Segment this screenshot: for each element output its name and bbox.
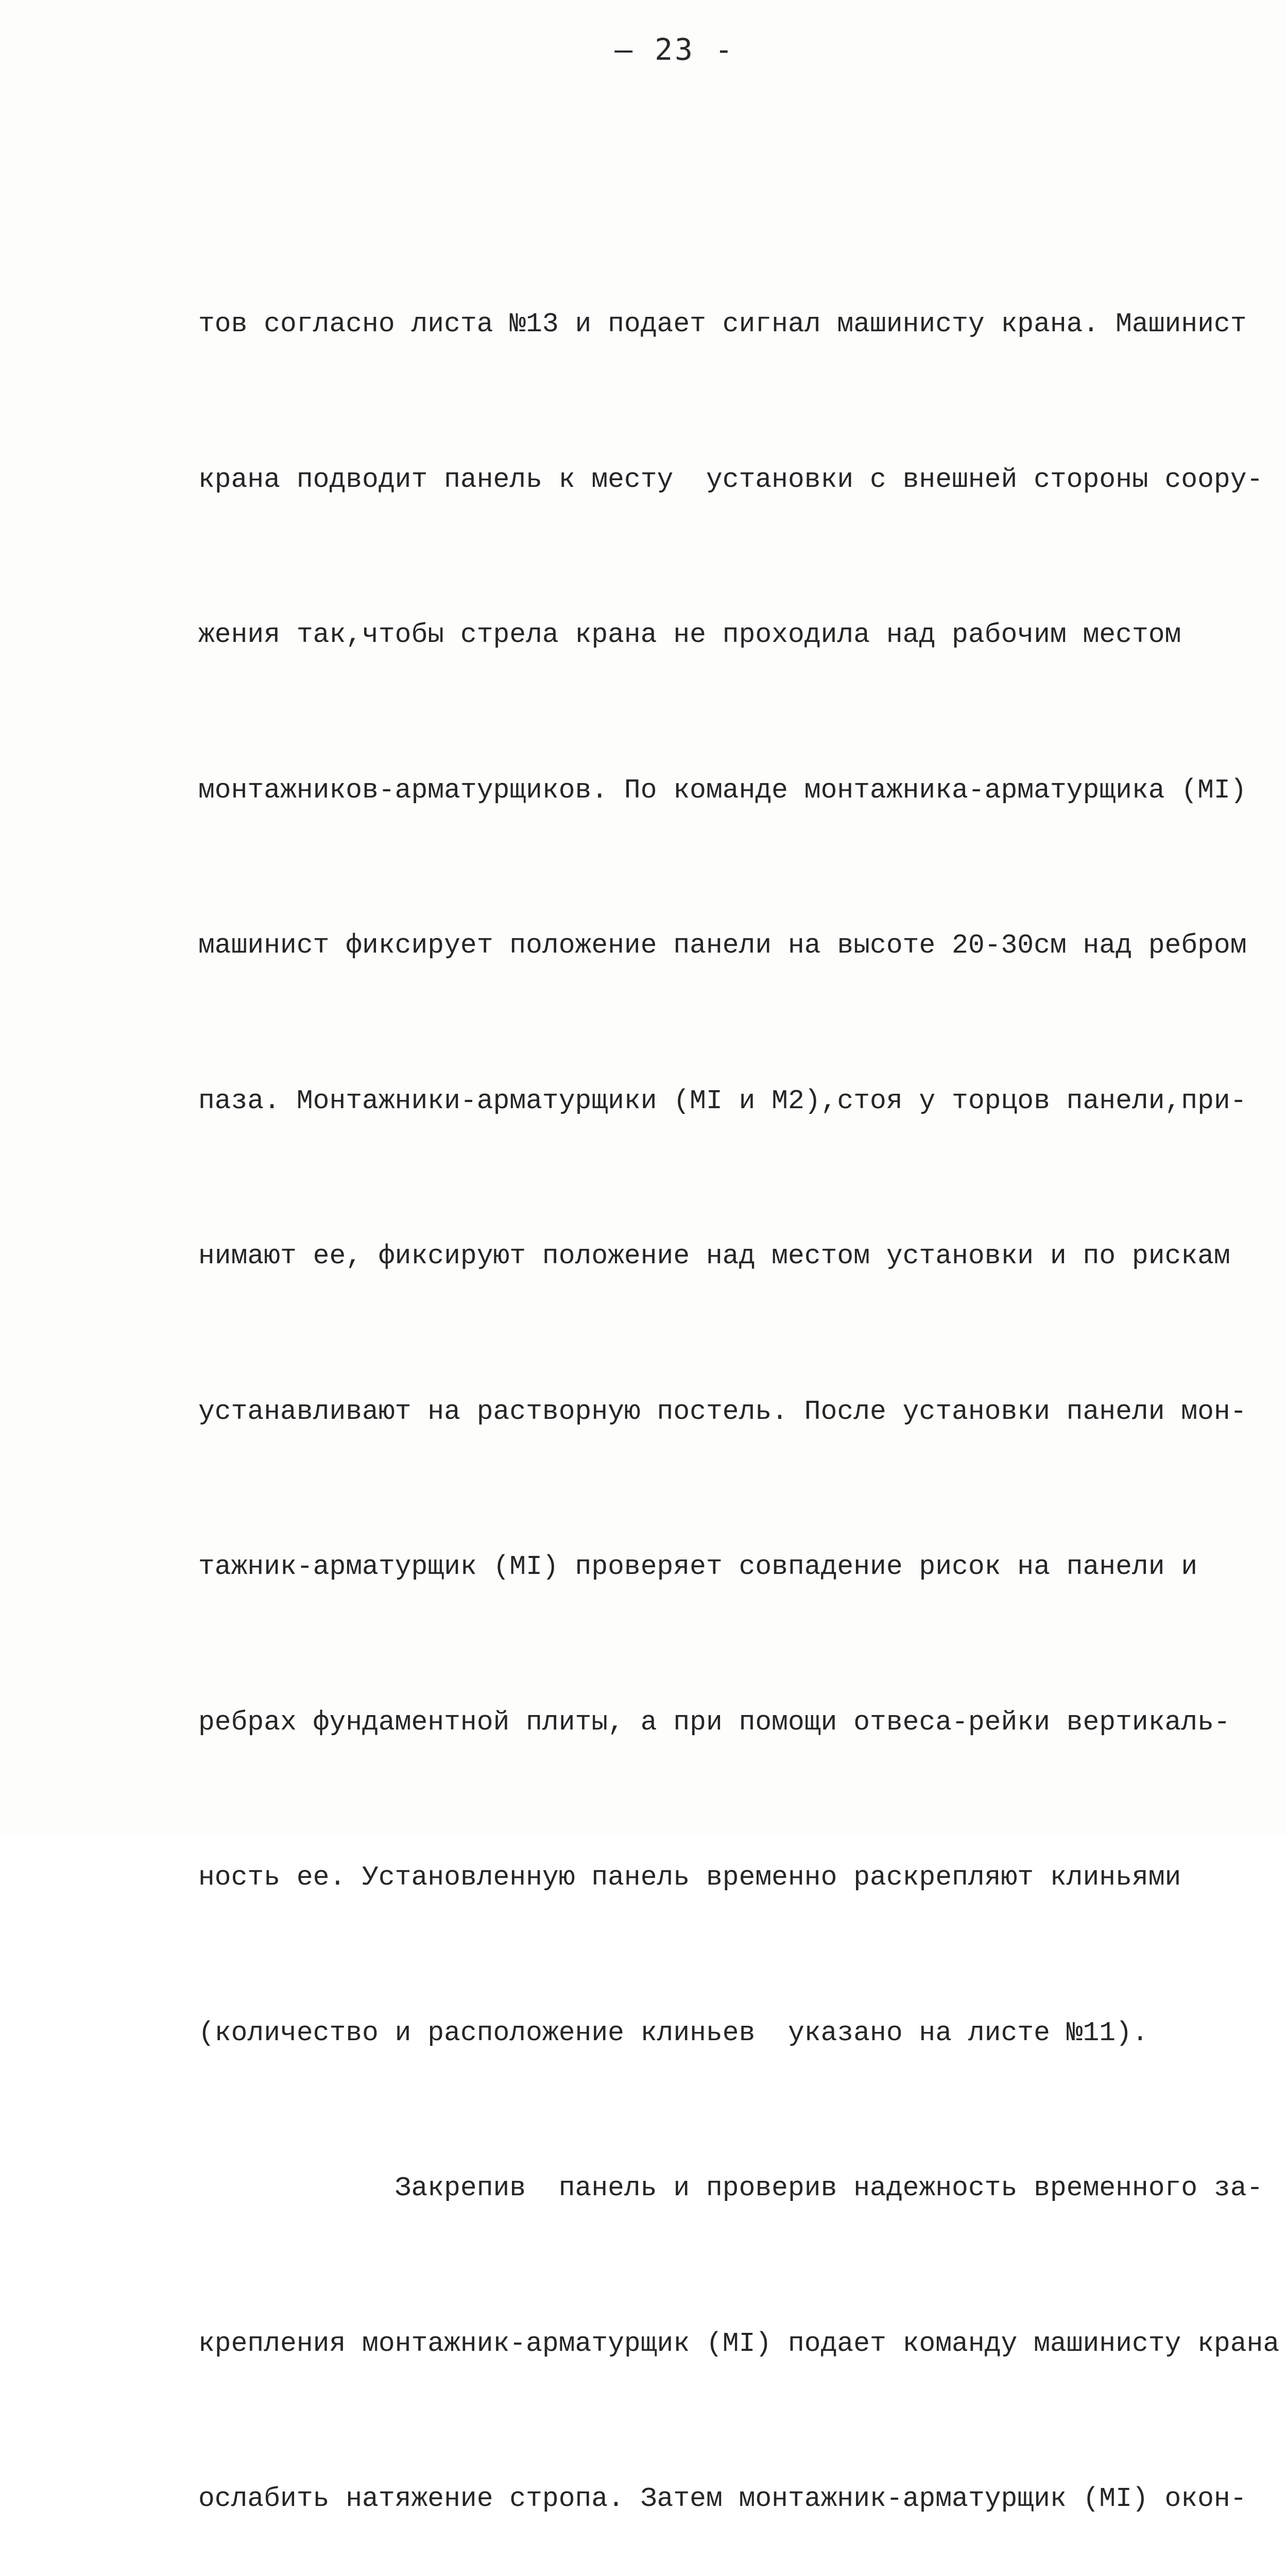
text-line: крана подводит панель к месту установки с внешней стороны соору- (198, 464, 1263, 495)
text-line: паза. Монтажники-арматурщики (МI и М2),стоя у торцов панели,при- (198, 1085, 1247, 1116)
text-line: нимают ее, фиксируют положение над местом установки и по рискам (198, 1241, 1230, 1272)
body-text (198, 195, 1280, 2576)
text-line: жения так,чтобы стрела крана не проходила над рабочим местом (198, 619, 1181, 650)
text-line: тов согласно листа №13 и подает сигнал машинисту крана. Машинист (198, 309, 1247, 340)
text-line: ребрах фундаментной плиты, а при помощи отвеса-рейки вертикаль- (198, 1706, 1230, 1738)
text-line: крепления монтажник-арматурщик (МI) подает команду машинисту крана (198, 2328, 1280, 2359)
text-line: машинист фиксирует положение панели на высоте 20-30см над ребром (198, 930, 1247, 961)
text-line: тажник-арматурщик (МI) проверяет совпадение рисок на панели и (198, 1551, 1198, 1582)
text-line: ослабить натяжение стропа. Затем монтажник-арматурщик (МI) окон- (198, 2483, 1247, 2514)
text-line: (количество и расположение клиньев указано на листе №11). (198, 2017, 1148, 2048)
text-line: Закрепив панель и проверив надежность временного за- (198, 2173, 1263, 2204)
page-number: – 23 - (614, 32, 735, 67)
text-line: устанавливают на растворную постель. После установки панели мон- (198, 1396, 1247, 1427)
text-line: ность ее. Установленную панель временно раскрепляют клиньями (198, 1862, 1181, 1893)
text-line: монтажников-арматурщиков. По команде монтажника-арматурщика (МI) (198, 774, 1247, 806)
